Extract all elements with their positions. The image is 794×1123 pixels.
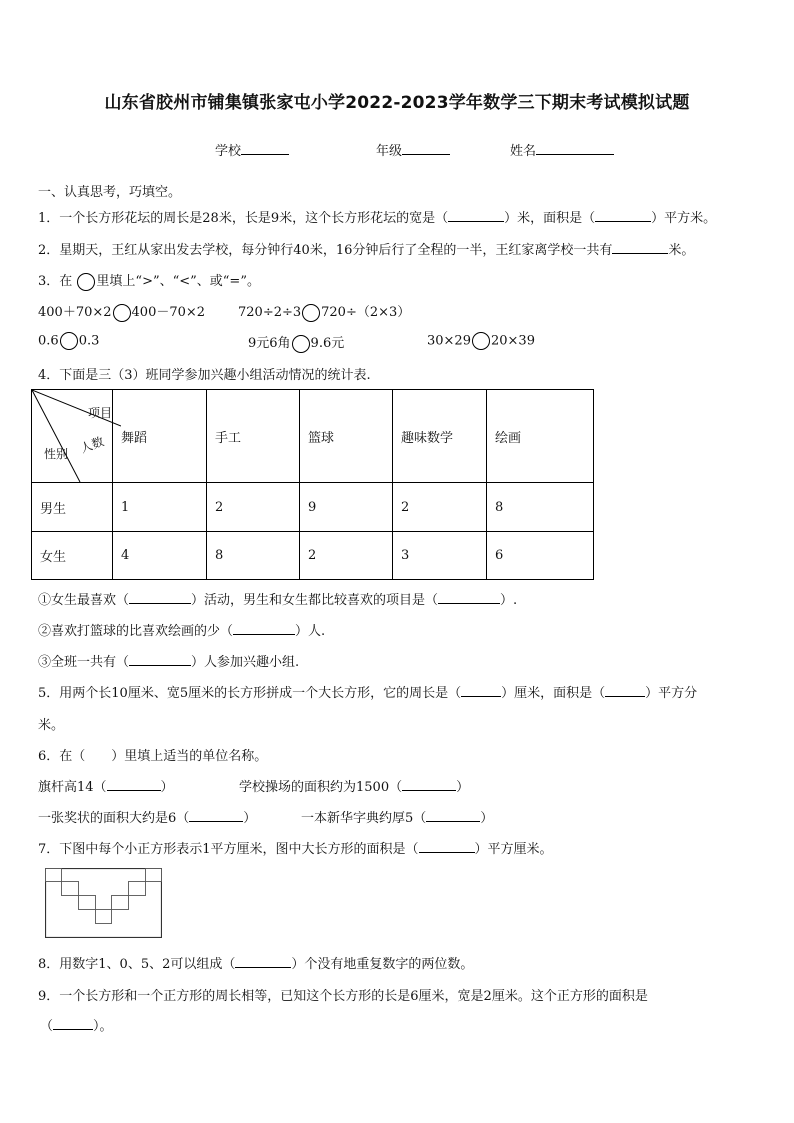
q9-blank[interactable] [53,1017,93,1030]
q4-s1-text-a: ①女生最喜欢（ [38,593,130,608]
square-grid-figure [45,868,162,938]
table-row [32,483,594,532]
q1-blank-area[interactable] [595,209,651,222]
q3-item-5 [427,332,535,350]
q7-blank[interactable] [419,840,475,853]
q3-expr-left: 720÷2÷3 [238,305,302,320]
q6-blank-2[interactable] [402,778,456,791]
q4-s3-text-a: ③全班一共有（ [38,655,130,670]
table-cell: 2 [393,483,487,532]
corner-gender-label: 性别 [44,447,69,461]
grade-blank[interactable] [402,142,450,155]
q8-text-b: ）个没有地重复数字的两位数。 [291,957,474,972]
page-title: 山东省胶州市铺集镇张家屯小学2022-2023学年数学三下期末考试模拟试题 [104,93,690,113]
question-8 [38,953,473,972]
q6-item-2 [239,776,469,795]
table-cell: 8 [207,532,300,580]
q6-i4-text-b: ） [480,811,494,826]
table-cell: 1 [113,483,207,532]
q3-expr-right: 720÷（2×3） [321,305,411,320]
section-heading: 一、认真思考，巧填空。 [38,185,182,200]
q1-blank-width[interactable] [448,209,504,222]
q5-text-c: ）平方分 [645,686,698,701]
q3-expr-left: 400＋70×2 [38,305,112,320]
question-4: 4．下面是三（3）班同学参加兴趣小组活动情况的统计表. [38,368,371,383]
q3-expr-right: 400－70×2 [131,305,206,320]
grade-field [376,140,450,159]
corner-project-label: 项目 [88,406,113,420]
table-cell: 3 [393,532,487,580]
question-1 [38,207,716,226]
q4-s2-blank[interactable] [233,622,295,635]
q8-blank[interactable] [235,955,291,968]
q6-i1-text-a: 旗杆高14（ [38,780,107,795]
q3-expr-right: 0.3 [78,333,100,349]
q3-item-1 [38,301,205,322]
corner-count-label: 人数 [78,434,106,456]
q9-answer [40,1015,113,1034]
table-cell: 4 [113,532,207,580]
q4-s1-blank-2[interactable] [438,591,500,604]
table-corner-cell [32,390,113,483]
q6-i2-text-b: ） [456,780,470,795]
q4-s3-blank[interactable] [129,653,191,666]
table-row [32,532,594,580]
q4-sub-1 [38,589,517,608]
q4-sub-3 [38,651,299,670]
q6-i4-text-a: 一本新华字典约厚5（ [301,811,427,826]
q3-text-a: 3．在 [38,274,73,289]
q2-text-b: 米。 [668,243,695,258]
column-header: 趣味数学 [393,390,487,483]
name-blank[interactable] [536,142,614,155]
table-cell: 9 [300,483,393,532]
school-label: 学校 [215,144,242,159]
q3-circle-1[interactable] [113,304,131,322]
q2-text-a: 2．星期天，王红从家出发去学校，每分钟行40米，16分钟后行了全程的一半，王红家离学校一共有 [38,243,613,258]
q6-i2-text-a: 学校操场的面积约为1500（ [239,780,403,795]
q6-i1-text-b: ） [160,780,174,795]
q1-text-c: ）平方米。 [651,211,717,226]
q5-blank-perimeter[interactable] [461,684,501,697]
q5-blank-area[interactable] [605,684,645,697]
q9-text-c: ）。 [93,1019,113,1034]
q3-expr-left: 30×29 [427,333,471,349]
q3-expr-right: 9.6元 [310,336,345,351]
q6-blank-1[interactable] [107,778,161,791]
column-header: 篮球 [300,390,393,483]
table-cell: 6 [487,532,594,580]
question-7 [38,838,553,857]
q4-s1-text-c: ）. [500,593,518,608]
column-header: 手工 [207,390,300,483]
table-cell: 2 [300,532,393,580]
q3-item-2 [238,301,410,322]
q4-s1-blank-1[interactable] [129,591,191,604]
q5-continued: 米。 [38,718,65,733]
grade-label: 年级 [376,144,403,159]
q5-text-a: 5．用两个长10厘米、宽5厘米的长方形拼成一个大长方形，它的周长是（ [38,686,462,701]
q2-blank[interactable] [612,241,668,254]
question-5 [38,682,697,701]
question-3 [38,270,260,291]
q6-blank-4[interactable] [426,809,480,822]
q6-i3-text-b: ） [243,811,257,826]
q4-s2-text-b: ）人. [295,624,326,639]
table-header-row [32,390,594,483]
question-6: 6．在（ ）里填上适当的单位名称。 [38,749,268,764]
question-9: 9．一个长方形和一个正方形的周长相等，已知这个长方形的长是6厘米，宽是2厘米。这个正方形的面积是 [38,989,648,1004]
stats-table [31,389,594,580]
question-2 [38,239,694,258]
q3-circle-4[interactable] [292,335,310,353]
name-field [510,140,614,159]
school-blank[interactable] [241,142,289,155]
name-label: 姓名 [510,144,537,159]
column-header: 绘画 [487,390,594,483]
row-label: 男生 [32,483,113,532]
q8-text-a: 8．用数字1、0、5、2可以组成（ [38,957,236,972]
q4-s2-text-a: ②喜欢打篮球的比喜欢绘画的少（ [38,624,234,639]
q3-circle-5[interactable] [472,332,490,350]
q1-text-a: 1．一个长方形花坛的周长是28米，长是9米，这个长方形花坛的宽是（ [38,211,449,226]
q3-text-b: 里填上“>”、“<”、或“=”。 [96,274,260,289]
q5-text-b: ）厘米，面积是（ [501,686,606,701]
q4-s1-text-b: ）活动，男生和女生都比较喜欢的项目是（ [191,593,439,608]
q1-text-b: ）米，面积是（ [504,211,596,226]
school-field [215,140,289,159]
q6-item-3 [38,807,256,826]
column-header: 舞蹈 [113,390,207,483]
q3-item-4 [248,332,344,353]
q3-expr-left: 9元6角 [248,336,291,351]
circle-blank-icon [77,273,95,291]
table-cell: 8 [487,483,594,532]
q3-circle-3[interactable] [60,332,78,350]
q4-s3-text-b: ）人参加兴趣小组. [191,655,300,670]
q6-item-4 [301,807,493,826]
q3-expr-right: 20×39 [490,333,535,349]
q3-circle-2[interactable] [302,304,320,322]
q6-i3-text-a: 一张奖状的面积大约是6（ [38,811,190,826]
q7-text-b: ）平方厘米。 [474,842,553,857]
q4-sub-2 [38,620,325,639]
q7-text-a: 7．下图中每个小正方形表示1平方厘米，图中大长方形的面积是（ [38,842,419,857]
row-label: 女生 [32,532,113,580]
q6-item-1 [38,776,174,795]
table-cell: 2 [207,483,300,532]
q6-blank-3[interactable] [189,809,243,822]
q3-expr-left: 0.6 [38,333,59,349]
q3-item-3 [38,332,99,350]
q9-text-b: （ [40,1019,54,1034]
